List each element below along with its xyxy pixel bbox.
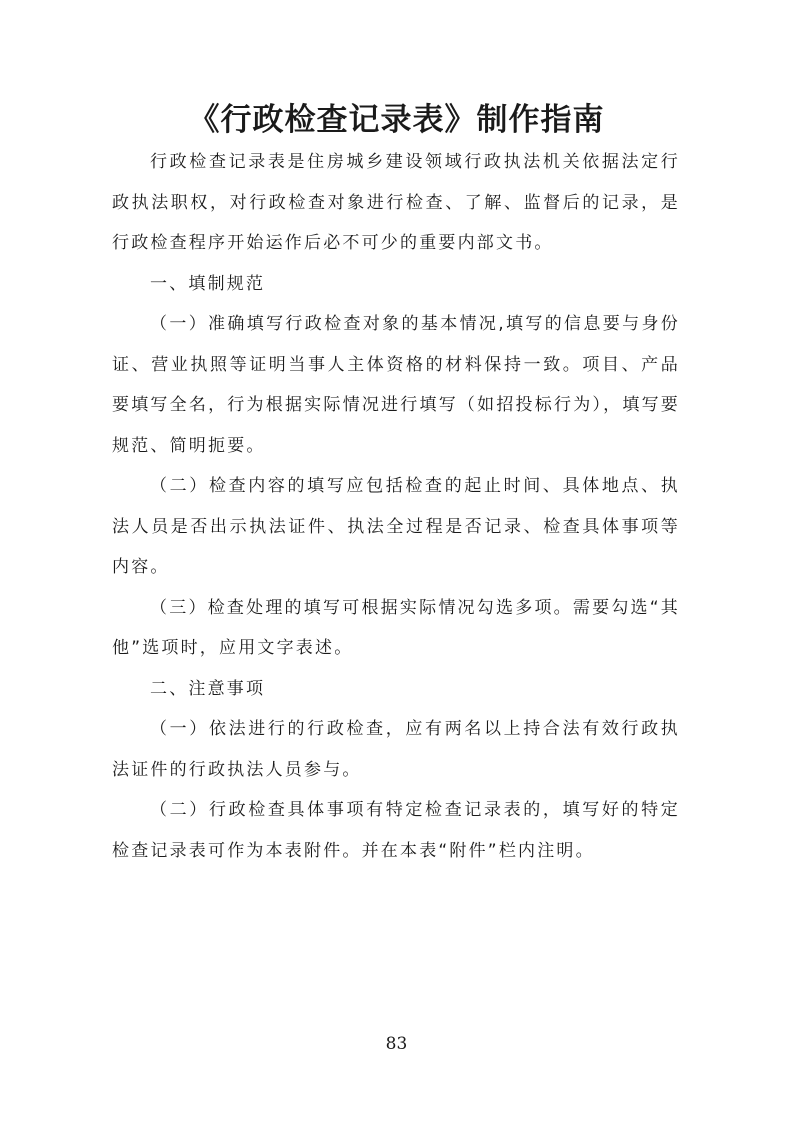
page-number: 83 xyxy=(385,1034,408,1054)
notes-item-2-paragraph: （二）行政检查具体事项有特定检查记录表的，填写好的特定检查记录表可作为本表附件。并在本表“附件”栏内注明。 xyxy=(112,800,680,861)
filling-item-1-paragraph: （一）准确填写行政检查对象的基本情况,填写的信息要与身份证、营业执照等证明当事人主体资格的材料保持一致。项目、产品要填写全名，行为根据实际情况进行填写（如招投标行为），填写要规范、简明扼要。 xyxy=(112,314,680,456)
filling-item-3-paragraph: （三）检查处理的填写可根据实际情况勾选多项。需要勾选“其他”选项时，应用文字表述。 xyxy=(112,597,680,658)
filling-item-2-paragraph: （二）检查内容的填写应包括检查的起止时间、具体地点、执法人员是否出示执法证件、执法全过程是否记录、检查具体事项等内容。 xyxy=(112,476,680,577)
intro-paragraph: 行政检查记录表是住房城乡建设领域行政执法机关依据法定行政执法职权，对行政检查对象进行检查、了解、监督后的记录，是行政检查程序开始运作后必不可少的重要内部文书。 xyxy=(112,152,680,253)
section-heading-notes: 二、注意事项 xyxy=(150,678,266,699)
document-title: 《行政检查记录表》制作指南 xyxy=(188,102,605,138)
document-body xyxy=(112,142,680,871)
section-heading-filling-standards: 一、填制规范 xyxy=(150,273,266,294)
notes-item-1-paragraph: （一）依法进行的行政检查，应有两名以上持合法有效行政执法证件的行政执法人员参与。 xyxy=(112,719,680,780)
